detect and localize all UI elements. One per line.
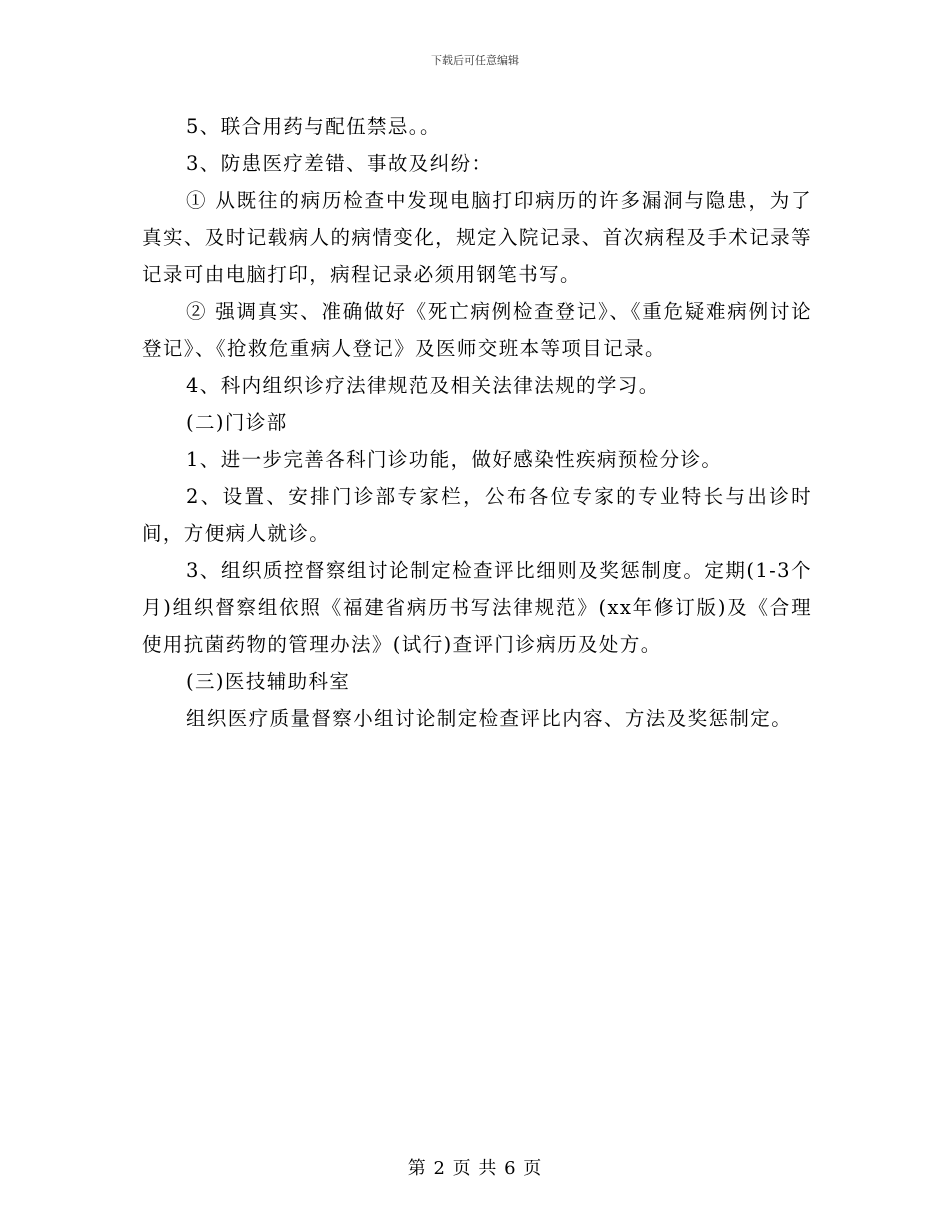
page-number-footer: 第 2 页 共 6 页 xyxy=(407,1158,543,1179)
paragraph: 5、联合用药与配伍禁忌。。 xyxy=(186,115,441,138)
section-heading: (二)门诊部 xyxy=(186,411,288,434)
paragraph: ② 强调真实、准确做好《死亡病例检查登记》、《重危疑难病例讨论登记》、《抢救危重病人登记》及医师交班本等项目记录。 xyxy=(142,300,812,360)
paragraph: 1、进一步完善各科门诊功能，做好感染性疾病预检分诊。 xyxy=(186,448,723,471)
document-body xyxy=(142,108,812,737)
paragraph: ① 从既往的病历检查中发现电脑打印病历的许多漏洞与隐患，为了真实、及时记载病人的病情变化，规定入院记录、首次病程及手术记录等记录可由电脑打印，病程记录必须用钢笔书写。 xyxy=(142,189,812,286)
paragraph: 3、组织质控督察组讨论制定检查评比细则及奖惩制度。定期(1-3个月)组织督察组依照《福建省病历书写法律规范》(xx年修订版)及《合理使用抗菌药物的管理办法》(试行)查评门诊病历及处方。 xyxy=(142,559,812,656)
section-heading: (三)医技辅助科室 xyxy=(186,670,351,693)
paragraph: 2、设置、安排门诊部专家栏，公布各位专家的专业特长与出诊时间，方便病人就诊。 xyxy=(142,485,812,545)
paragraph: 组织医疗质量督察小组讨论制定检查评比内容、方法及奖惩制定。 xyxy=(186,707,793,730)
page-header: 下载后可任意编辑 xyxy=(431,54,519,67)
paragraph: 3、防患医疗差错、事故及纠纷： xyxy=(186,152,493,175)
paragraph: 4、科内组织诊疗法律规范及相关法律法规的学习。 xyxy=(186,374,660,397)
